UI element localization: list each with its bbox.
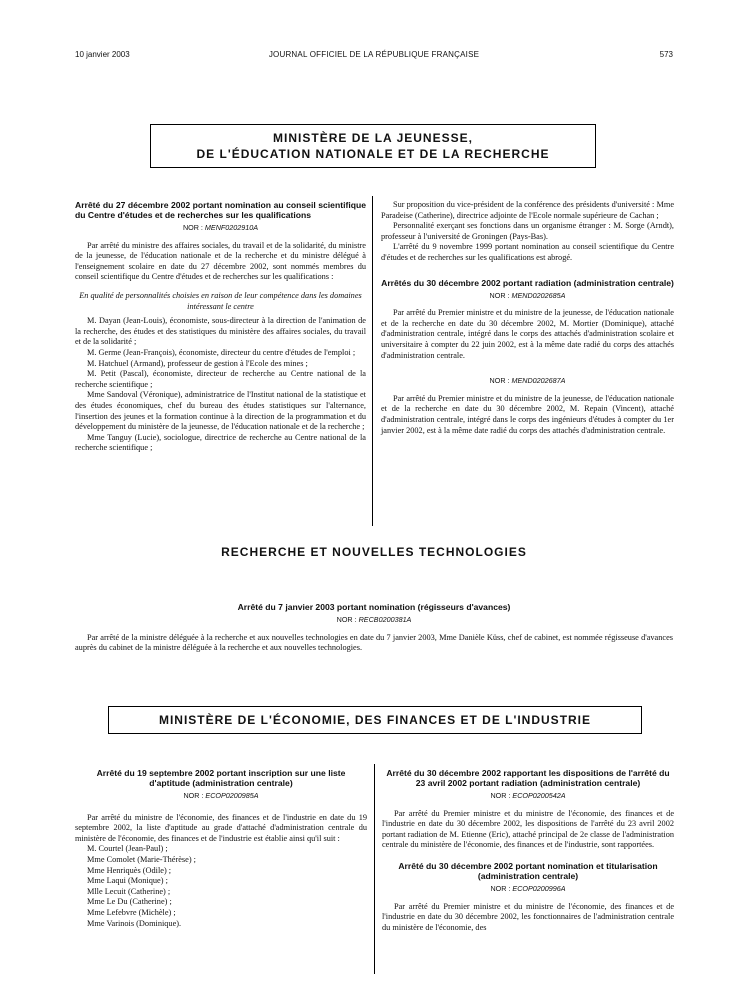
arrete-liste-aptitude (75, 768, 367, 929)
arrete-text: Par arrêté du Premier ministre et du ministre de la jeunesse, de l'éducation nationale et de la recherche en date du 30 décembre 2002, M. Mortier (Dominique), attaché d'administration centrale, intégré dans le corps des attachés d'administration scolaire et universitaire à compter du 22 juin 2002, est à la même date radié du corps des attachés d'administration centrale. (381, 308, 674, 360)
header-date: 10 janvier 2003 (75, 50, 130, 59)
abrogation-paragraph: L'arrêté du 9 novembre 1999 portant nomination au conseil scientifique du Centre d'études et de recherches sur les qualifications est abrogé. (381, 242, 674, 262)
arrete-text: Par arrêté du Premier ministre et du ministre de la jeunesse, de l'éducation nationale et de la recherche en date du 30 décembre 2002, M. Repain (Vincent), attaché d'administration centrale, intégré dans le corps des ingénieurs d'études à compter du 1er janvier 2002, est à la même date radié du corps des attachés d'administration centrale. (381, 393, 674, 435)
member-paragraph: Personnalité exerçant ses fonctions dans un organisme étranger : M. Sorge (Arndt), professeur à l'université de Groningen (Pays-Bas). (381, 221, 674, 241)
nor-reference: NOR : ECOP0200985A (183, 791, 259, 800)
ministry-heading-box: MINISTÈRE DE L'ÉCONOMIE, DES FINANCES ET DE L'INDUSTRIE (108, 706, 642, 734)
member-paragraph: Mme Sandoval (Véronique), administratrice de l'Institut national de la statistique et des études économiques, chef du bureau des études statistiques sur l'alternance, l'insertion des jeunes et la formation continue à la direction de la programmation et du développement du ministère de la jeunesse, de l'éducation nationale et de la recherche ; (75, 390, 366, 432)
arrete-title: Arrêté du 7 janvier 2003 portant nomination (régisseurs d'avances) (237, 602, 511, 612)
arrete-text: Par arrêté du Premier ministre et du ministre de l'économie, des finances et de l'industrie en date du 30 décembre 2002, les dispositions de l'arrêté du 23 avril 2002 portant radiation de M. Etienne (Eric), attaché principal de 2e classe de l'administration centrale du ministère de l'économie, des finances et de l'industrie, sont rapportées. (382, 808, 674, 850)
member-paragraph: Sur proposition du vice-président de la conférence des présidents d'université : Mme Paradeise (Catherine), directrice adjointe de l'Ecole normale supérieure de Cachan ; (381, 200, 674, 220)
section-heading: RECHERCHE ET NOUVELLES TECHNOLOGIES (221, 545, 527, 559)
ministry-heading-line1: MINISTÈRE DE LA JEUNESSE, (273, 131, 473, 145)
running-header (0, 50, 748, 62)
arrete-title: Arrêté du 19 septembre 2002 portant inscription sur une liste d'aptitude (administration centrale) (96, 768, 346, 788)
arrete-text: Par arrêté de la ministre déléguée à la recherche et aux nouvelles technologies en date du 7 janvier 2003, Mme Danièle Küss, chef de cabinet, est nommée régisseuse d'avances auprès du cabinet de la ministre déléguée à la recherche et aux nouvelles technologies. (75, 632, 673, 653)
ministry-heading-box (150, 124, 596, 168)
list-item: Mme Le Du (Catherine) ; (87, 897, 172, 907)
arrete-title: Arrêté du 27 décembre 2002 portant nomination au conseil scientifique du Centre d'études et de recherches sur les qualifications (75, 200, 366, 220)
column-divider (374, 764, 375, 974)
arrete-regisseurs (75, 602, 673, 654)
member-paragraph: Mme Tanguy (Lucie), sociologue, directrice de recherche au Centre national de la recherche scientifique ; (75, 432, 366, 453)
nor-reference: NOR : ECOP0200542A (490, 791, 566, 800)
list-item: Mme Comolet (Marie-Thérèse) ; (87, 854, 196, 864)
nor-reference: NOR : MEND0202687A (489, 376, 566, 386)
list-item: Mlle Lecuit (Catherine) ; (87, 886, 171, 896)
arrete-title: Arrêté du 30 décembre 2002 portant nomination et titularisation (administration centrale) (398, 860, 658, 881)
list-item: Mme Varinois (Dominique). (87, 918, 182, 928)
names-list (75, 844, 367, 929)
arrete-text: Par arrêté du Premier ministre et du ministre de l'économie, des finances et de l'industrie en date du 30 décembre 2002, les fonctionnaires de l'administration centrale du ministère de l'économie, des (382, 901, 674, 932)
list-item: Mme Lefebvre (Michèle) ; (87, 907, 176, 917)
nor-reference: NOR : MEND0202685A (489, 290, 566, 300)
arrete-conseil-scientifique (75, 200, 366, 454)
right-column-top (381, 200, 674, 436)
arrete-title: Arrêté du 30 décembre 2002 rapportant les dispositions de l'arrêté du 23 avril 2002 portant radiation (administration centrale) (386, 768, 670, 788)
list-item: Mme Laqui (Monique) ; (87, 876, 168, 886)
list-item: Mme Henriquès (Odile) ; (87, 865, 172, 875)
nor-reference: NOR : RECB0200381A (336, 615, 412, 624)
ministry-heading-line2: DE L'ÉDUCATION NATIONALE ET DE LA RECHERCHE (196, 147, 550, 161)
arrete-intro: Par arrêté du ministre de l'économie, des finances et de l'industrie en date du 19 septembre 2002, la liste d'aptitude au grade d'attaché d'administration centrale du ministère de l'économie, des finances et de l'industrie est établie ainsi qu'il suit : (75, 812, 367, 843)
member-paragraph: M. Hatchuel (Armand), professeur de gestion à l'Ecole des mines ; (87, 358, 308, 368)
right-column-bottom (382, 768, 674, 933)
arrete-title: Arrêtés du 30 décembre 2002 portant radiation (administration centrale) (381, 277, 674, 288)
nor-reference: NOR : ECOP0200996A (490, 883, 566, 893)
list-item: M. Courtel (Jean-Paul) ; (87, 844, 168, 854)
column-divider (372, 196, 373, 526)
member-paragraph: M. Germe (Jean-François), économiste, directeur du centre d'études de l'emploi ; (87, 347, 356, 357)
member-paragraph: M. Petit (Pascal), économiste, directeur de recherche au Centre national de la recherche scientifique ; (75, 369, 366, 389)
subhead: En qualité de personnalités choisies en raison de leur compétence dans les domaines intéressant le centre (79, 290, 362, 311)
header-journal: JOURNAL OFFICIEL DE LA RÉPUBLIQUE FRANÇAISE (268, 50, 480, 59)
arrete-intro: Par arrêté du ministre des affaires sociales, du travail et de la solidarité, du ministre de la jeunesse, de l'éducation nationale et de la recherche et du ministre délégué à l'enseignement scolaire en date du 27 décembre 2002, sont nommés membres du conseil scientifique du Centre d'études et de recherches sur les qualifications : (75, 240, 366, 282)
nor-reference: NOR : MENF0202910A (182, 223, 259, 232)
header-page-number: 573 (659, 50, 673, 59)
member-paragraph: M. Dayan (Jean-Louis), économiste, sous-directeur à la direction de l'animation de la recherche, des études et des statistiques du ministère des affaires sociales, du travail et de la solidarité ; (75, 316, 366, 347)
